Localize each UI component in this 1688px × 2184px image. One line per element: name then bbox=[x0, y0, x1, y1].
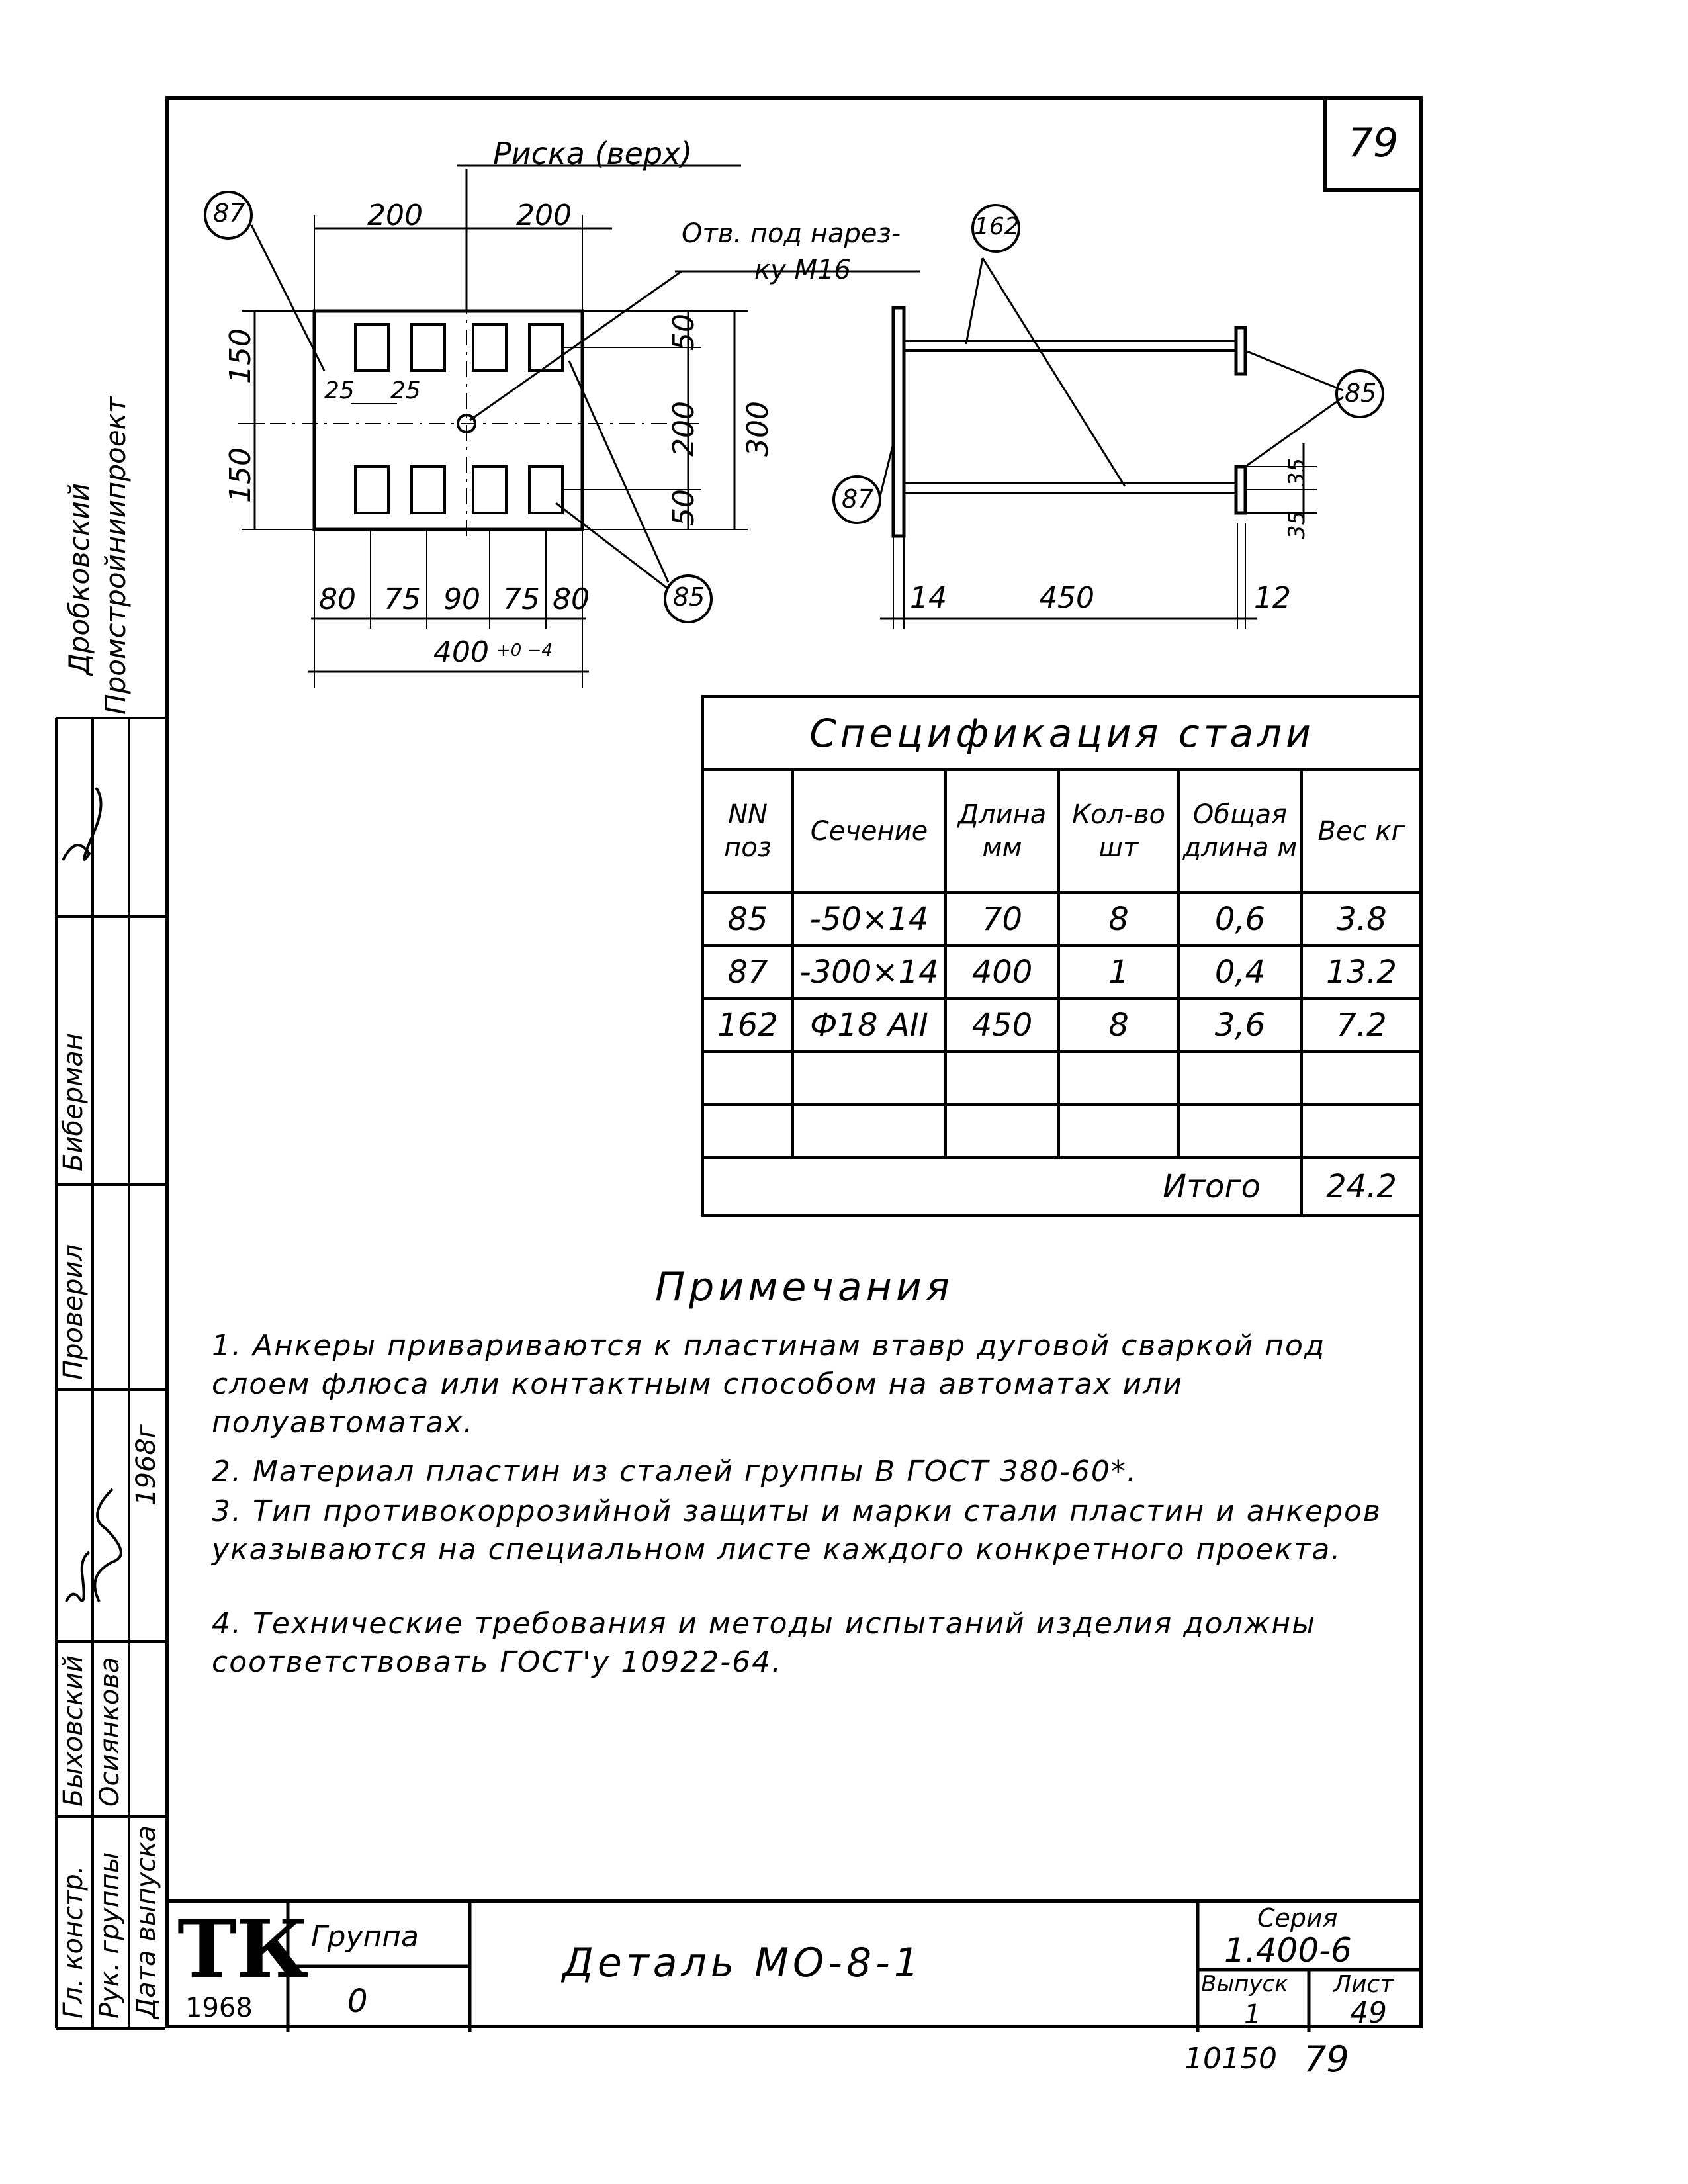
cell: 0,6 bbox=[1178, 893, 1302, 946]
dim-top-left: 200 bbox=[367, 199, 423, 232]
steel-spec-table bbox=[701, 695, 1423, 1217]
dim-left-lower: 150 bbox=[224, 447, 257, 503]
table-row bbox=[703, 1052, 1421, 1105]
release-year: 1968г bbox=[131, 1424, 161, 1506]
footer-page: 79 bbox=[1304, 2038, 1349, 2080]
anchor-slot bbox=[355, 324, 388, 371]
anchor-end-plate bbox=[1236, 467, 1245, 513]
cell bbox=[703, 1052, 793, 1105]
dim-overall: 400 bbox=[433, 635, 489, 669]
dim-bottom-4: 75 bbox=[503, 582, 540, 616]
cell: 87 bbox=[703, 946, 793, 999]
dim-side-right: 12 bbox=[1254, 581, 1291, 615]
cell: -300×14 bbox=[793, 946, 946, 999]
callout-87-side-label: 87 bbox=[842, 484, 874, 514]
anchor-slot bbox=[412, 324, 445, 371]
series-label: Серия bbox=[1257, 1903, 1338, 1933]
table-row bbox=[703, 946, 1421, 999]
callout-87-plan-label: 87 bbox=[213, 199, 245, 228]
dim-side-length: 450 bbox=[1039, 581, 1094, 615]
role-chief: Гл. констр. bbox=[58, 1865, 89, 2019]
signature bbox=[95, 1489, 121, 1602]
dim-right-mid: 200 bbox=[667, 401, 701, 457]
callout-85-plan-label: 85 bbox=[673, 582, 705, 612]
side-plate bbox=[893, 308, 904, 536]
cell bbox=[793, 1105, 946, 1158]
sheet-label: Лист bbox=[1333, 1971, 1394, 1998]
table-row bbox=[703, 999, 1421, 1052]
signature bbox=[63, 788, 101, 860]
dim-left-upper: 150 bbox=[224, 328, 257, 384]
anchor-end-plate bbox=[1236, 328, 1245, 374]
dim-side-v-upper: 35 bbox=[1284, 457, 1310, 486]
hole-label-line2: ку М16 bbox=[754, 255, 851, 285]
org-name-2: Промстройниипроект bbox=[99, 396, 132, 715]
cell: 3.8 bbox=[1302, 893, 1421, 946]
notes-title: Примечания bbox=[655, 1264, 954, 1310]
cell bbox=[1059, 1052, 1178, 1105]
hole-label-line1: Отв. под нарез- bbox=[682, 218, 901, 249]
header-length: Длина мм bbox=[946, 770, 1059, 893]
header-section: Сечение bbox=[793, 770, 946, 893]
dim-bottom-3: 90 bbox=[443, 582, 480, 616]
anchor-slot bbox=[473, 467, 506, 513]
anchor-slot bbox=[529, 467, 562, 513]
dim-side-left: 14 bbox=[910, 581, 947, 615]
sheet-value: 49 bbox=[1350, 1996, 1387, 2030]
cell: 70 bbox=[946, 893, 1059, 946]
header-weight: Вес кг bbox=[1302, 770, 1421, 893]
cell bbox=[1178, 1105, 1302, 1158]
cell: 8 bbox=[1059, 893, 1178, 946]
total-label: Итого bbox=[703, 1158, 1302, 1216]
dim-right-bottom: 50 bbox=[667, 489, 701, 526]
cell bbox=[793, 1052, 946, 1105]
name-chief: Быховский bbox=[58, 1655, 89, 1807]
name-group-head: Осиянкова bbox=[95, 1657, 125, 1807]
cell: Ф18 АII bbox=[793, 999, 946, 1052]
cell: 8 bbox=[1059, 999, 1178, 1052]
cell bbox=[946, 1052, 1059, 1105]
note-3: 3. Тип противокоррозийной защиты и марки стали пластин и анкеров указываются на специальном листе каждого конкретного проекта. bbox=[212, 1494, 1382, 1567]
callout-85-side-label: 85 bbox=[1345, 379, 1377, 408]
issue-value: 1 bbox=[1244, 1999, 1261, 2030]
note-2: 2. Материал пластин из сталей группы В ГОСТ 380-60*. bbox=[212, 1455, 1137, 1488]
cell: 450 bbox=[946, 999, 1059, 1052]
role-release-date: Дата выпуска bbox=[131, 1825, 161, 2019]
cell: 85 bbox=[703, 893, 793, 946]
cell: 1 bbox=[1059, 946, 1178, 999]
header-total-length: Общая длина м bbox=[1178, 770, 1302, 893]
dim-bottom-2: 75 bbox=[384, 582, 421, 616]
dim-bottom-1: 80 bbox=[319, 582, 356, 616]
header-pos: NN поз bbox=[703, 770, 793, 893]
signatures bbox=[0, 0, 172, 2184]
cell: 400 bbox=[946, 946, 1059, 999]
cell bbox=[703, 1105, 793, 1158]
cell bbox=[1302, 1052, 1421, 1105]
checker-name: Биберман bbox=[58, 1033, 89, 1171]
table-row bbox=[703, 893, 1421, 946]
cell bbox=[946, 1105, 1059, 1158]
dim-gap-a: 25 bbox=[324, 377, 355, 404]
anchor-slot bbox=[529, 324, 562, 371]
title-block bbox=[165, 1899, 1423, 2028]
note-1: 1. Анкеры привариваются к пластинам втавр дуговой сваркой под слоем флюса или контактным способом на автоматах или полуавтоматах. bbox=[212, 1329, 1326, 1439]
logo-tk: ТК bbox=[177, 1903, 309, 1996]
cell: 0,4 bbox=[1178, 946, 1302, 999]
cell: -50×14 bbox=[793, 893, 946, 946]
anchor-slot bbox=[412, 467, 445, 513]
header-qty: Кол-во шт bbox=[1059, 770, 1178, 893]
dim-bottom-5: 80 bbox=[553, 582, 590, 616]
issue-label: Выпуск bbox=[1201, 1971, 1288, 1997]
cell bbox=[1178, 1052, 1302, 1105]
cell: 13.2 bbox=[1302, 946, 1421, 999]
total-value: 24.2 bbox=[1302, 1158, 1421, 1216]
dim-right-top: 50 bbox=[667, 314, 701, 351]
dim-right-overall: 300 bbox=[741, 401, 775, 457]
total-row bbox=[703, 1158, 1421, 1216]
dim-gap-b: 25 bbox=[390, 377, 421, 404]
checked-label: Проверил bbox=[58, 1244, 89, 1380]
cell: 7.2 bbox=[1302, 999, 1421, 1052]
logo-year: 1968 bbox=[185, 1993, 253, 2023]
cell bbox=[1059, 1105, 1178, 1158]
signature bbox=[66, 1552, 89, 1602]
role-group-head: Рук. группы bbox=[95, 1852, 125, 2019]
anchor-slot bbox=[473, 324, 506, 371]
cell: 3,6 bbox=[1178, 999, 1302, 1052]
dim-tolerance: +0 −4 bbox=[496, 641, 553, 660]
cell bbox=[1302, 1105, 1421, 1158]
detail-title: Деталь МО-8-1 bbox=[562, 1940, 923, 1986]
spec-title: Спецификация стали bbox=[703, 696, 1421, 770]
cell: 162 bbox=[703, 999, 793, 1052]
sheet-number: 79 bbox=[1323, 96, 1423, 192]
dim-top-right: 200 bbox=[516, 199, 572, 232]
anchor-slot bbox=[355, 467, 388, 513]
group-value: 0 bbox=[347, 1983, 368, 2020]
table-row bbox=[703, 1105, 1421, 1158]
series-value: 1.400-6 bbox=[1224, 1931, 1352, 1970]
org-name-1: Дробковский bbox=[63, 483, 95, 675]
dim-side-v-lower: 35 bbox=[1284, 510, 1310, 539]
callout-162-label: 162 bbox=[974, 213, 1020, 240]
footer-code: 10150 bbox=[1184, 2042, 1277, 2075]
group-label: Группа bbox=[311, 1920, 419, 1954]
note-4: 4. Технические требования и методы испытаний изделия должны соответствовать ГОСТ'у 10922-64. bbox=[212, 1607, 1316, 1679]
risk-label: Риска (верх) bbox=[493, 136, 693, 171]
